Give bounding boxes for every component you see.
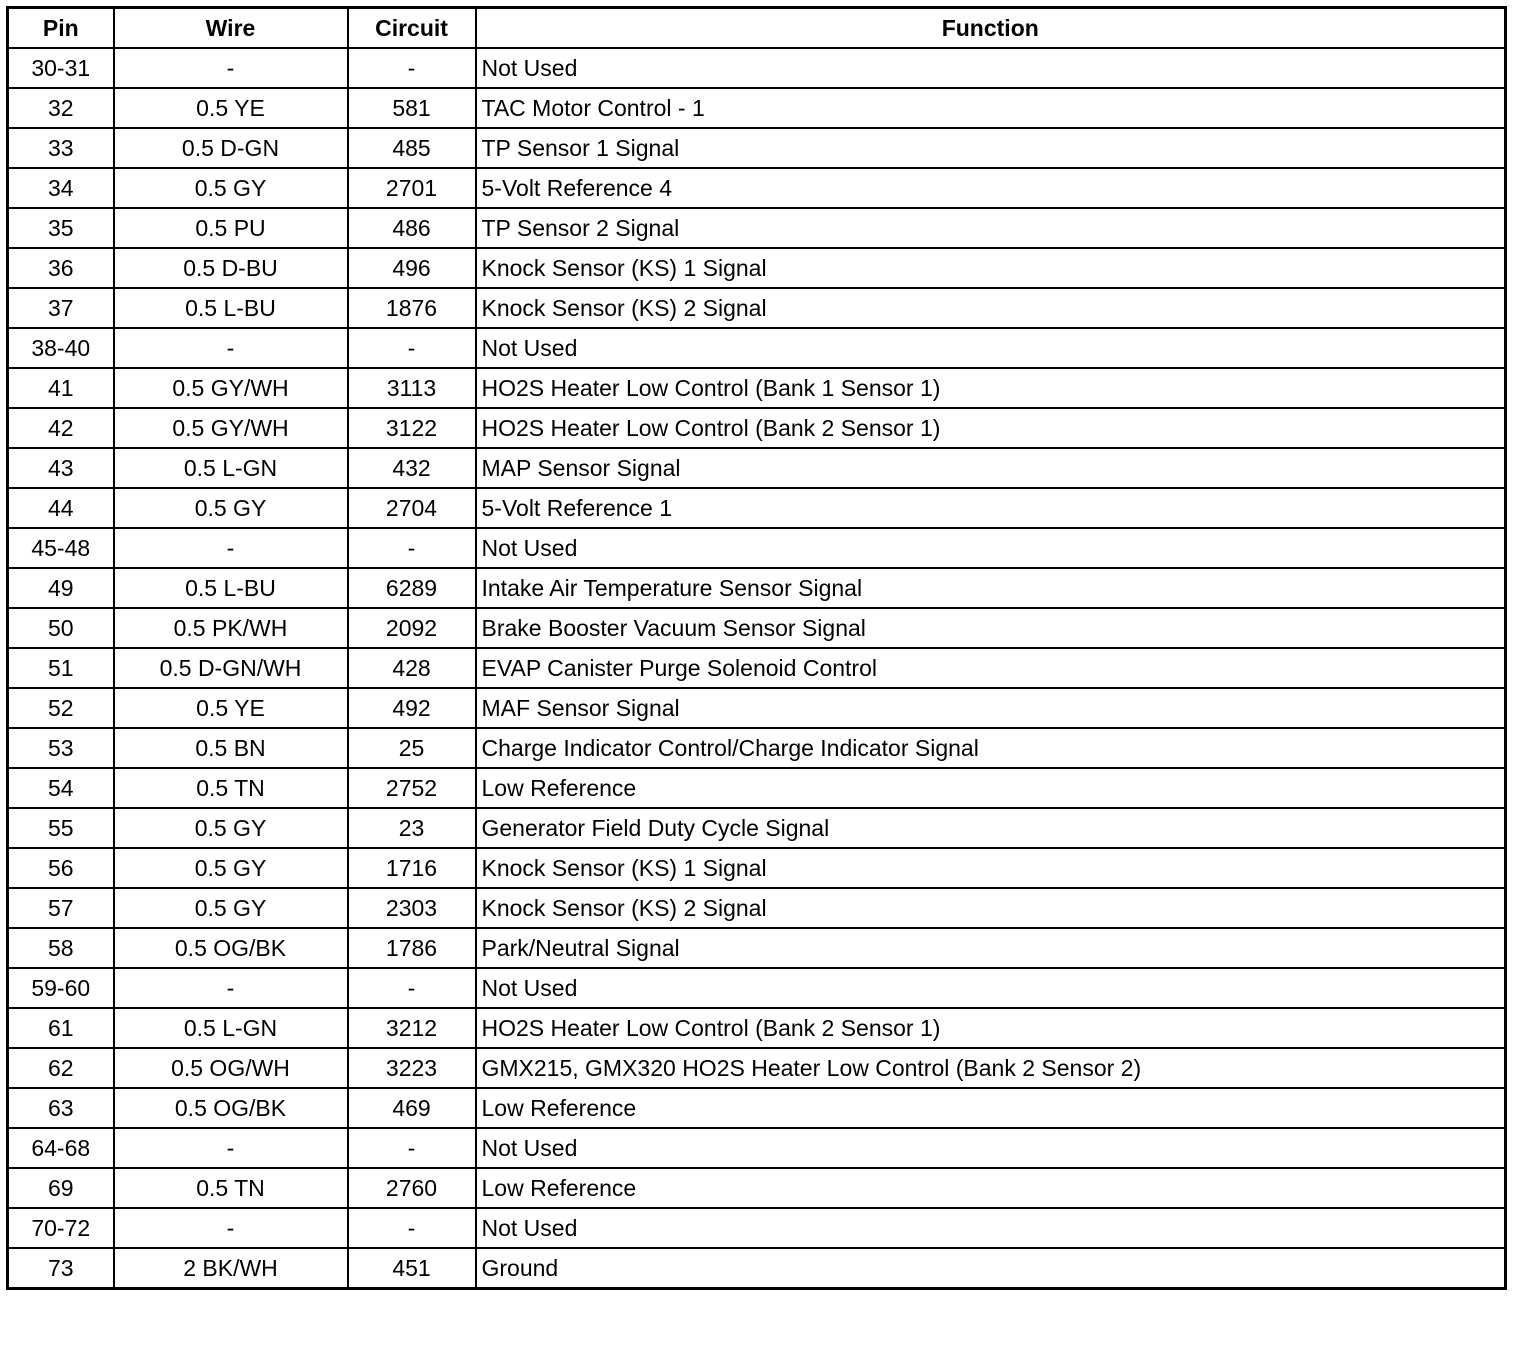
pin-cell: 49 xyxy=(8,568,114,608)
pin-cell: 52 xyxy=(8,688,114,728)
circuit-cell: 2760 xyxy=(348,1168,476,1208)
pin-cell: 69 xyxy=(8,1168,114,1208)
function-cell: Intake Air Temperature Sensor Signal xyxy=(476,568,1506,608)
pin-cell: 35 xyxy=(8,208,114,248)
wire-cell: - xyxy=(114,1208,348,1248)
table-row xyxy=(8,1248,1506,1289)
circuit-cell: 469 xyxy=(348,1088,476,1128)
wire-cell: 0.5 YE xyxy=(114,88,348,128)
table-row xyxy=(8,1008,1506,1048)
wire-cell: 0.5 D-GN/WH xyxy=(114,648,348,688)
function-cell: Knock Sensor (KS) 1 Signal xyxy=(476,248,1506,288)
wire-cell: 0.5 OG/BK xyxy=(114,928,348,968)
wire-cell: 0.5 TN xyxy=(114,768,348,808)
wire-cell: 0.5 L-BU xyxy=(114,288,348,328)
pin-cell: 44 xyxy=(8,488,114,528)
circuit-cell: 581 xyxy=(348,88,476,128)
table-row xyxy=(8,248,1506,288)
function-cell: Low Reference xyxy=(476,1168,1506,1208)
table-row xyxy=(8,728,1506,768)
table-row xyxy=(8,408,1506,448)
table-row xyxy=(8,448,1506,488)
table-row xyxy=(8,1168,1506,1208)
function-cell: Not Used xyxy=(476,528,1506,568)
function-cell: Not Used xyxy=(476,968,1506,1008)
function-cell: EVAP Canister Purge Solenoid Control xyxy=(476,648,1506,688)
table-row xyxy=(8,48,1506,88)
circuit-cell: 496 xyxy=(348,248,476,288)
table-row xyxy=(8,568,1506,608)
circuit-cell: 2092 xyxy=(348,608,476,648)
pin-cell: 30-31 xyxy=(8,48,114,88)
pin-cell: 56 xyxy=(8,848,114,888)
pin-cell: 50 xyxy=(8,608,114,648)
pin-cell: 62 xyxy=(8,1048,114,1088)
circuit-cell: 3212 xyxy=(348,1008,476,1048)
function-cell: TP Sensor 1 Signal xyxy=(476,128,1506,168)
wire-cell: 0.5 GY xyxy=(114,168,348,208)
pin-cell: 36 xyxy=(8,248,114,288)
table-row xyxy=(8,488,1506,528)
table-row xyxy=(8,208,1506,248)
function-cell: TP Sensor 2 Signal xyxy=(476,208,1506,248)
circuit-cell: - xyxy=(348,1208,476,1248)
table-row xyxy=(8,688,1506,728)
pin-cell: 64-68 xyxy=(8,1128,114,1168)
circuit-cell: 6289 xyxy=(348,568,476,608)
table-row xyxy=(8,768,1506,808)
function-cell: Low Reference xyxy=(476,768,1506,808)
table-row xyxy=(8,1088,1506,1128)
table-row xyxy=(8,848,1506,888)
wire-cell: 0.5 GY xyxy=(114,488,348,528)
wire-cell: 0.5 D-GN xyxy=(114,128,348,168)
pin-cell: 34 xyxy=(8,168,114,208)
pin-cell: 54 xyxy=(8,768,114,808)
function-cell: TAC Motor Control - 1 xyxy=(476,88,1506,128)
pin-cell: 61 xyxy=(8,1008,114,1048)
circuit-cell: 3122 xyxy=(348,408,476,448)
wire-cell: 0.5 TN xyxy=(114,1168,348,1208)
function-cell: Not Used xyxy=(476,1208,1506,1248)
function-cell: 5-Volt Reference 4 xyxy=(476,168,1506,208)
circuit-cell: - xyxy=(348,48,476,88)
wire-cell: 0.5 L-GN xyxy=(114,1008,348,1048)
connector-pinout-table xyxy=(6,6,1507,1290)
wire-cell: 0.5 D-BU xyxy=(114,248,348,288)
function-cell: GMX215, GMX320 HO2S Heater Low Control (Bank 2 Sensor 2) xyxy=(476,1048,1506,1088)
wire-cell: 0.5 GY xyxy=(114,808,348,848)
function-cell: Not Used xyxy=(476,328,1506,368)
table-row xyxy=(8,1128,1506,1168)
function-cell: Knock Sensor (KS) 1 Signal xyxy=(476,848,1506,888)
circuit-cell: 1876 xyxy=(348,288,476,328)
header-circuit: Circuit xyxy=(348,8,476,49)
wire-cell: 0.5 GY xyxy=(114,888,348,928)
circuit-cell: 451 xyxy=(348,1248,476,1289)
pin-cell: 70-72 xyxy=(8,1208,114,1248)
pin-cell: 63 xyxy=(8,1088,114,1128)
function-cell: MAF Sensor Signal xyxy=(476,688,1506,728)
function-cell: HO2S Heater Low Control (Bank 2 Sensor 1) xyxy=(476,1008,1506,1048)
pin-cell: 58 xyxy=(8,928,114,968)
pin-cell: 51 xyxy=(8,648,114,688)
pin-cell: 41 xyxy=(8,368,114,408)
function-cell: HO2S Heater Low Control (Bank 1 Sensor 1) xyxy=(476,368,1506,408)
circuit-cell: 1786 xyxy=(348,928,476,968)
wire-cell: 0.5 L-BU xyxy=(114,568,348,608)
circuit-cell: 2704 xyxy=(348,488,476,528)
pin-cell: 33 xyxy=(8,128,114,168)
circuit-cell: 23 xyxy=(348,808,476,848)
table-row xyxy=(8,968,1506,1008)
circuit-cell: 485 xyxy=(348,128,476,168)
table-row xyxy=(8,928,1506,968)
table-row xyxy=(8,88,1506,128)
pin-cell: 45-48 xyxy=(8,528,114,568)
wire-cell: - xyxy=(114,328,348,368)
table-row xyxy=(8,288,1506,328)
pin-cell: 42 xyxy=(8,408,114,448)
pin-cell: 53 xyxy=(8,728,114,768)
function-cell: Brake Booster Vacuum Sensor Signal xyxy=(476,608,1506,648)
circuit-cell: 2752 xyxy=(348,768,476,808)
wire-cell: 2 BK/WH xyxy=(114,1248,348,1289)
circuit-cell: 486 xyxy=(348,208,476,248)
pin-cell: 37 xyxy=(8,288,114,328)
pin-cell: 38-40 xyxy=(8,328,114,368)
table-row xyxy=(8,168,1506,208)
header-wire: Wire xyxy=(114,8,348,49)
function-cell: 5-Volt Reference 1 xyxy=(476,488,1506,528)
circuit-cell: 492 xyxy=(348,688,476,728)
function-cell: HO2S Heater Low Control (Bank 2 Sensor 1) xyxy=(476,408,1506,448)
circuit-cell: 25 xyxy=(348,728,476,768)
pin-cell: 43 xyxy=(8,448,114,488)
table-row xyxy=(8,888,1506,928)
header-pin: Pin xyxy=(8,8,114,49)
wire-cell: - xyxy=(114,968,348,1008)
wire-cell: 0.5 BN xyxy=(114,728,348,768)
wire-cell: - xyxy=(114,528,348,568)
function-cell: Not Used xyxy=(476,48,1506,88)
circuit-cell: 2303 xyxy=(348,888,476,928)
circuit-cell: 2701 xyxy=(348,168,476,208)
pin-cell: 55 xyxy=(8,808,114,848)
function-cell: Not Used xyxy=(476,1128,1506,1168)
table-row xyxy=(8,1208,1506,1248)
circuit-cell: 3223 xyxy=(348,1048,476,1088)
function-cell: Knock Sensor (KS) 2 Signal xyxy=(476,288,1506,328)
function-cell: Generator Field Duty Cycle Signal xyxy=(476,808,1506,848)
table-row xyxy=(8,368,1506,408)
table-row xyxy=(8,648,1506,688)
table-row xyxy=(8,528,1506,568)
wire-cell: 0.5 YE xyxy=(114,688,348,728)
wire-cell: - xyxy=(114,48,348,88)
wire-cell: 0.5 PU xyxy=(114,208,348,248)
circuit-cell: - xyxy=(348,328,476,368)
pin-cell: 73 xyxy=(8,1248,114,1289)
table-row xyxy=(8,128,1506,168)
wire-cell: 0.5 GY/WH xyxy=(114,408,348,448)
header-function: Function xyxy=(476,8,1506,49)
function-cell: Ground xyxy=(476,1248,1506,1289)
function-cell: Charge Indicator Control/Charge Indicator Signal xyxy=(476,728,1506,768)
table-header-row xyxy=(8,8,1506,49)
circuit-cell: 428 xyxy=(348,648,476,688)
pin-cell: 59-60 xyxy=(8,968,114,1008)
pin-cell: 57 xyxy=(8,888,114,928)
function-cell: Park/Neutral Signal xyxy=(476,928,1506,968)
circuit-cell: 3113 xyxy=(348,368,476,408)
table-row xyxy=(8,608,1506,648)
table-row xyxy=(8,328,1506,368)
wire-cell: 0.5 GY xyxy=(114,848,348,888)
circuit-cell: 1716 xyxy=(348,848,476,888)
wire-cell: 0.5 GY/WH xyxy=(114,368,348,408)
wire-cell: 0.5 L-GN xyxy=(114,448,348,488)
function-cell: MAP Sensor Signal xyxy=(476,448,1506,488)
table-row xyxy=(8,808,1506,848)
function-cell: Low Reference xyxy=(476,1088,1506,1128)
wire-cell: 0.5 PK/WH xyxy=(114,608,348,648)
wire-cell: 0.5 OG/WH xyxy=(114,1048,348,1088)
function-cell: Knock Sensor (KS) 2 Signal xyxy=(476,888,1506,928)
wire-cell: - xyxy=(114,1128,348,1168)
wire-cell: 0.5 OG/BK xyxy=(114,1088,348,1128)
circuit-cell: - xyxy=(348,1128,476,1168)
table-row xyxy=(8,1048,1506,1088)
circuit-cell: 432 xyxy=(348,448,476,488)
circuit-cell: - xyxy=(348,968,476,1008)
circuit-cell: - xyxy=(348,528,476,568)
pin-cell: 32 xyxy=(8,88,114,128)
